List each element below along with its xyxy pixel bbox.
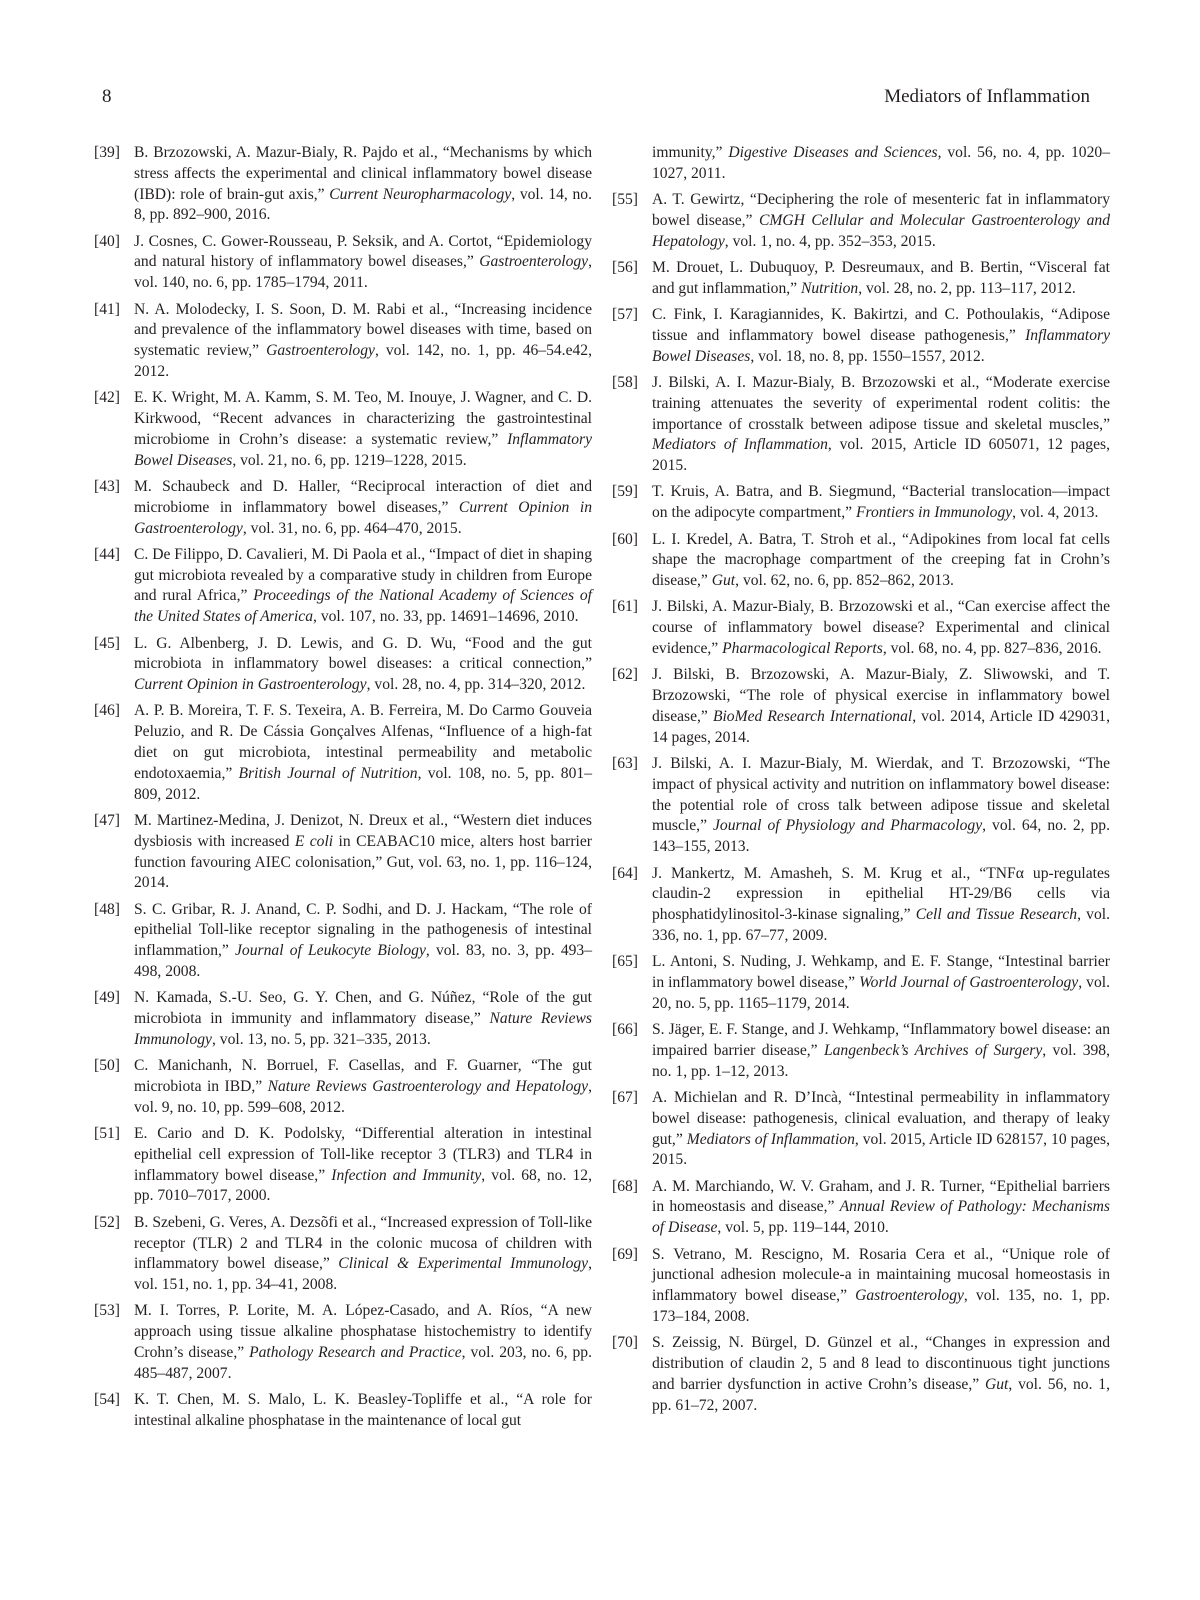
reference-source: E coli	[294, 832, 334, 850]
reference-entry	[612, 754, 1110, 858]
reference-source: Nature Reviews Immunology	[134, 1010, 592, 1048]
reference-entry	[94, 1124, 592, 1207]
reference-source: Gastroenterology	[266, 342, 375, 360]
reference-text: S. Jäger, E. F. Stange, and J. Wehkamp, “Inflammatory bowel disease: an impaired barrier disease,”	[652, 1021, 1110, 1059]
reference-number: [65]	[612, 953, 638, 971]
reference-source: Journal of Leukocyte Biology	[235, 942, 426, 960]
reference-details: , vol. 83, no. 3, pp. 493–498, 2008.	[134, 942, 593, 980]
reference-number: [54]	[94, 1391, 120, 1409]
reference-number: [68]	[612, 1177, 638, 1195]
reference-entry	[612, 864, 1110, 947]
reference-entry	[612, 1177, 1110, 1239]
reference-source: British Journal of Nutrition	[238, 764, 418, 782]
reference-number: [42]	[94, 389, 120, 407]
reference-number: [53]	[94, 1302, 120, 1320]
reference-entry	[94, 388, 592, 471]
reference-text: J. Bilski, A. Mazur-Bialy, B. Brzozowski et al., “Can exercise affect the course of inflammatory bowel disease? Experimental and clinical evidence,”	[652, 598, 1110, 658]
reference-text: J. Mankertz, M. Amasheh, S. M. Krug et al., “TNFα up-regulates claudin-2 expression in epithelial HT-29/B6 cells via phosphatidylinositol-3-kinase signaling,”	[652, 864, 1110, 924]
reference-entry	[94, 232, 592, 294]
reference-details: , vol. 398, no. 1, pp. 1–12, 2013.	[652, 1041, 1110, 1080]
reference-text: L. G. Albenberg, J. D. Lewis, and G. D. Wu, “Food and the gut microbiota in inflammatory bowel diseases: a critical connection,”	[134, 634, 592, 673]
reference-entry	[612, 1088, 1110, 1171]
reference-source: Clinical & Experimental Immunology	[338, 1255, 589, 1273]
reference-source: Pathology Research and Practice	[249, 1344, 462, 1362]
reference-number: [61]	[612, 598, 638, 616]
reference-text: M. Martinez-Medina, J. Denizot, N. Dreux et al., “Western diet induces dysbiosis with increased	[134, 811, 592, 850]
reference-details: , vol. 151, no. 1, pp. 34–41, 2008.	[134, 1255, 592, 1294]
reference-source: Annual Review of Pathology: Mechanisms of Disease	[652, 1198, 1110, 1237]
reference-entry	[612, 258, 1110, 300]
reference-number: [63]	[612, 755, 638, 773]
reference-text: A. Michielan and R. D’Incà, “Intestinal permeability in inflammatory bowel disease: pathogenesis, clinical evaluation, and therapy of leaky gut,”	[652, 1088, 1110, 1148]
reference-details: , vol. 2014, Article ID 429031, 14 pages, 2014.	[652, 707, 1110, 746]
reference-details: , vol. 28, no. 4, pp. 314–320, 2012.	[366, 676, 586, 694]
reference-number: [64]	[612, 864, 638, 882]
reference-number: [56]	[612, 258, 638, 276]
reference-details: , vol. 31, no. 6, pp. 464–470, 2015.	[242, 519, 462, 537]
reference-number: [48]	[94, 900, 120, 918]
reference-number: [40]	[94, 232, 120, 250]
reference-source: Gastroenterology	[479, 253, 589, 271]
reference-number: [62]	[612, 666, 638, 684]
reference-text: M. I. Torres, P. Lorite, M. A. López-Casado, and A. Ríos, “A new approach using tissue alkaline phosphatase histochemistry to identify Crohn’s disease,”	[134, 1302, 592, 1362]
reference-details: , vol. 142, no. 1, pp. 46–54.e42, 2012.	[134, 342, 592, 380]
reference-entry	[94, 701, 592, 805]
reference-details: , vol. 56, no. 4, pp. 1020–1027, 2011.	[652, 144, 1110, 182]
reference-entry	[612, 530, 1110, 592]
reference-source: Cell and Tissue Research	[915, 906, 1078, 924]
references-right-column	[612, 143, 1110, 1422]
reference-details: , vol. 140, no. 6, pp. 1785–1794, 2011.	[134, 253, 592, 292]
reference-text: S. Vetrano, M. Rescigno, M. Rosaria Cera et al., “Unique role of junctional adhesion molecule-a in maintaining mucosal homeostasis in inflammatory bowel disease,”	[652, 1245, 1110, 1305]
reference-source: Nutrition	[800, 279, 859, 297]
reference-entry	[94, 634, 592, 696]
reference-source: Journal of Physiology and Pharmacology	[713, 817, 983, 835]
reference-entry	[612, 952, 1110, 1014]
reference-text: A. P. B. Moreira, T. F. S. Texeira, A. B. Ferreira, M. Do Carmo Gouveia Peluzio, and R. De Cássia Gonçalves Alfenas, “Influence of a high-fat diet on gut microbiota, intestinal permeability and metabolic endotoxaemia,”	[134, 702, 592, 782]
reference-text: J. Bilski, A. I. Mazur-Bialy, M. Wierdak, and T. Brzozowski, “The impact of physical activity and nutrition on inflammatory bowel disease: the potential role of cross talk between adipose tissue and skeletal muscle,”	[652, 755, 1110, 835]
reference-details: , vol. 68, no. 12, pp. 7010–7017, 2000.	[134, 1166, 593, 1205]
reference-source: CMGH Cellular and Molecular Gastroenterology and Hepatology	[652, 211, 1110, 250]
reference-source: Current Opinion in Gastroenterology	[134, 498, 592, 537]
reference-source: Current Opinion in Gastroenterology	[134, 676, 367, 694]
reference-text: T. Kruis, A. Batra, and B. Siegmund, “Bacterial translocation—impact on the adipocyte compartment,”	[652, 483, 1110, 522]
reference-details: , vol. 62, no. 6, pp. 852–862, 2013.	[735, 572, 954, 590]
reference-number: [59]	[612, 483, 638, 501]
reference-entry	[94, 1390, 592, 1432]
reference-text: N. Kamada, S.-U. Seo, G. Y. Chen, and G. Núñez, “Role of the gut microbiota in immunity and inflammatory disease,”	[134, 989, 592, 1028]
reference-details: , vol. 108, no. 5, pp. 801–809, 2012.	[134, 764, 592, 803]
reference-entry	[612, 190, 1110, 252]
reference-number: [60]	[612, 530, 638, 548]
reference-text: L. I. Kredel, A. Batra, T. Stroh et al., “Adipokines from local fat cells shape the macrophage compartment of the creeping fat in Crohn’s disease,”	[652, 530, 1110, 590]
reference-source: Proceedings of the National Academy of Sciences of the United States of America	[134, 587, 592, 626]
reference-entry	[612, 143, 1110, 185]
reference-details: , vol. 203, no. 6, pp. 485–487, 2007.	[134, 1344, 592, 1382]
reference-number: [43]	[94, 477, 120, 495]
reference-entry	[612, 1020, 1110, 1082]
reference-entry	[612, 1245, 1110, 1328]
reference-number: [55]	[612, 191, 638, 209]
reference-details: , vol. 336, no. 1, pp. 67–77, 2009.	[652, 906, 1110, 944]
reference-text: J. Bilski, B. Brzozowski, A. Mazur-Bialy, Z. Sliwowski, and T. Brzozowski, “The role of physical exercise in inflammatory bowel disease,”	[652, 666, 1110, 725]
reference-number: [67]	[612, 1088, 638, 1106]
reference-number: [51]	[94, 1125, 120, 1143]
reference-text: J. Cosnes, C. Gower-Rousseau, P. Seksik, and A. Cortot, “Epidemiology and natural history of inflammatory bowel diseases,”	[134, 232, 592, 271]
page-header	[96, 86, 1104, 110]
reference-entry	[94, 811, 592, 894]
reference-entry	[612, 305, 1110, 367]
reference-source: Gut	[984, 1375, 1009, 1393]
reference-details: , vol. 107, no. 33, pp. 14691–14696, 2010.	[313, 608, 579, 626]
reference-number: [44]	[94, 545, 120, 563]
reference-details: , vol. 20, no. 5, pp. 1165–1179, 2014.	[652, 973, 1110, 1012]
reference-source: Inflammatory Bowel Diseases	[652, 326, 1110, 365]
reference-source: BioMed Research International	[712, 707, 913, 725]
reference-number: [47]	[94, 811, 120, 829]
reference-details: in CEABAC10 mice, alters host barrier function favouring AIEC colonisation,” Gut, vol. 63, no. 1, pp. 116–124, 2014.	[134, 832, 592, 892]
reference-source: Digestive Diseases and Sciences	[728, 144, 938, 161]
reference-details: , vol. 56, no. 1, pp. 61–72, 2007.	[652, 1375, 1111, 1414]
reference-text: E. K. Wright, M. A. Kamm, S. M. Teo, M. Inouye, J. Wagner, and C. D. Kirkwood, “Recent advances in characterizing the gastrointestinal microbiome in Crohn’s disease: a systematic review,”	[134, 389, 592, 448]
reference-details: , vol. 5, pp. 119–144, 2010.	[717, 1219, 889, 1237]
reference-number: [70]	[612, 1334, 638, 1352]
reference-text: C. De Filippo, D. Cavalieri, M. Di Paola et al., “Impact of diet in shaping gut microbiota revealed by a comparative study in children from Europe and rural Africa,”	[134, 545, 592, 605]
reference-entry	[94, 300, 592, 383]
reference-number: [57]	[612, 306, 638, 324]
reference-number: [52]	[94, 1213, 120, 1231]
reference-text: M. Schaubeck and D. Haller, “Reciprocal interaction of diet and microbiome in inflammatory bowel diseases,”	[134, 477, 592, 516]
reference-details: , vol. 28, no. 2, pp. 113–117, 2012.	[858, 279, 1076, 297]
reference-text: C. Fink, I. Karagiannides, K. Bakirtzi, and C. Pothoulakis, “Adipose tissue and inflammatory bowel disease pathogenesis,”	[652, 306, 1110, 344]
reference-source: Nature Reviews Gastroenterology and Hepatology	[267, 1077, 589, 1095]
reference-text: A. M. Marchiando, W. V. Graham, and J. R. Turner, “Epithelial barriers in homeostasis and disease,”	[652, 1177, 1110, 1216]
reference-source: Current Neuropharmacology	[329, 185, 512, 203]
reference-details: , vol. 1, no. 4, pp. 352–353, 2015.	[724, 232, 936, 250]
reference-entry	[612, 1333, 1110, 1416]
reference-number: [66]	[612, 1021, 638, 1039]
reference-source: Gastroenterology	[855, 1287, 964, 1305]
reference-entry	[94, 1301, 592, 1384]
reference-source: Pharmacological Reports	[722, 640, 883, 658]
reference-number: [58]	[612, 373, 638, 391]
reference-text: S. Zeissig, N. Bürgel, D. Günzel et al., “Changes in expression and distribution of claudin 2, 5 and 8 lead to discontinuous tight junctions and barrier dysfunction in active Crohn’s disease,”	[652, 1334, 1110, 1393]
reference-details: , vol. 2015, Article ID 628157, 10 pages, 2015.	[652, 1130, 1110, 1169]
reference-text: immunity,”	[652, 144, 729, 161]
reference-text: C. Manichanh, N. Borruel, F. Casellas, and F. Guarner, “The gut microbiota in IBD,”	[134, 1057, 592, 1095]
reference-source: Mediators of Inflammation	[652, 436, 828, 454]
reference-text: E. Cario and D. K. Podolsky, “Differential alteration in intestinal epithelial cell expression of Toll-like receptor 3 (TLR3) and TLR4 in inflammatory bowel disease,”	[134, 1125, 592, 1184]
reference-entry	[94, 900, 592, 983]
reference-source: Langenbeck’s Archives of Surgery	[823, 1041, 1043, 1059]
reference-source: Gut	[711, 572, 736, 590]
reference-details: , vol. 9, no. 10, pp. 599–608, 2012.	[134, 1077, 592, 1116]
reference-details: , vol. 135, no. 1, pp. 173–184, 2008.	[652, 1287, 1110, 1325]
reference-text: N. A. Molodecky, I. S. Soon, D. M. Rabi et al., “Increasing incidence and prevalence of the inflammatory bowel diseases with time, based on systematic review,”	[134, 300, 592, 360]
reference-number: [45]	[94, 634, 120, 652]
reference-details: , vol. 14, no. 8, pp. 892–900, 2016.	[134, 185, 592, 224]
reference-entry	[94, 545, 592, 628]
reference-text: K. T. Chen, M. S. Malo, L. K. Beasley-Topliffe et al., “A role for intestinal alkaline phosphatase in the maintenance of local gut	[134, 1391, 592, 1429]
reference-entry	[94, 1213, 592, 1296]
reference-number: [46]	[94, 702, 120, 720]
reference-number: [39]	[94, 144, 120, 161]
reference-number: [41]	[94, 300, 120, 318]
reference-details: , vol. 4, 2013.	[1012, 504, 1099, 522]
reference-text: M. Drouet, L. Dubuquoy, P. Desreumaux, and B. Bertin, “Visceral fat and gut inflammation,”	[652, 258, 1110, 297]
reference-details: , vol. 21, no. 6, pp. 1219–1228, 2015.	[232, 451, 467, 469]
reference-entry	[612, 482, 1110, 524]
reference-entry	[94, 1056, 592, 1118]
reference-text: S. C. Gribar, R. J. Anand, C. P. Sodhi, and D. J. Hackam, “The role of epithelial Toll-like receptor signaling in the pathogenesis of intestinal inflammation,”	[134, 900, 592, 960]
reference-text: A. T. Gewirtz, “Deciphering the role of mesenteric fat in inflammatory bowel disease,”	[652, 191, 1110, 229]
reference-entry	[612, 373, 1110, 477]
reference-entry	[94, 477, 592, 539]
reference-entry	[612, 665, 1110, 748]
page-number: 8	[102, 86, 112, 107]
reference-entry	[612, 597, 1110, 659]
references-left-column	[94, 143, 592, 1437]
reference-source: Mediators of Inflammation	[686, 1130, 855, 1148]
reference-details: , vol. 68, no. 4, pp. 827–836, 2016.	[882, 640, 1102, 658]
reference-details: , vol. 2015, Article ID 605071, 12 pages, 2015.	[652, 436, 1110, 475]
reference-details: , vol. 64, no. 2, pp. 143–155, 2013.	[652, 817, 1111, 856]
reference-text: J. Bilski, A. I. Mazur-Bialy, B. Brzozowski et al., “Moderate exercise training attenuates the severity of experimental rodent colitis: the importance of crosstalk between adipose tissue and skeletal muscles,”	[652, 373, 1110, 433]
reference-source: Inflammatory Bowel Diseases	[134, 430, 592, 469]
journal-title: Mediators of Inflammation	[884, 86, 1090, 107]
reference-source: Frontiers in Immunology	[855, 504, 1013, 522]
reference-source: World Journal of Gastroenterology	[859, 973, 1079, 991]
reference-number: [49]	[94, 989, 120, 1007]
reference-entry	[94, 143, 592, 226]
reference-source: Infection and Immunity	[331, 1166, 482, 1184]
reference-text: L. Antoni, S. Nuding, J. Wehkamp, and E. F. Stange, “Intestinal barrier in inflammatory bowel disease,”	[652, 953, 1110, 991]
reference-number: [69]	[612, 1245, 638, 1263]
reference-number: [50]	[94, 1057, 120, 1075]
reference-entry	[94, 988, 592, 1050]
reference-details: , vol. 18, no. 8, pp. 1550–1557, 2012.	[750, 347, 985, 365]
reference-text: B. Brzozowski, A. Mazur-Bialy, R. Pajdo et al., “Mechanisms by which stress affects the experimental and clinical inflammatory bowel disease (IBD): role of brain-gut axis,”	[134, 144, 592, 203]
reference-details: , vol. 13, no. 5, pp. 321–335, 2013.	[211, 1030, 431, 1048]
reference-text: B. Szebeni, G. Veres, A. Dezsõfi et al., “Increased expression of Toll-like receptor (TLR) 2 and TLR4 in the colonic mucosa of children with inflammatory bowel disease,”	[134, 1213, 592, 1273]
